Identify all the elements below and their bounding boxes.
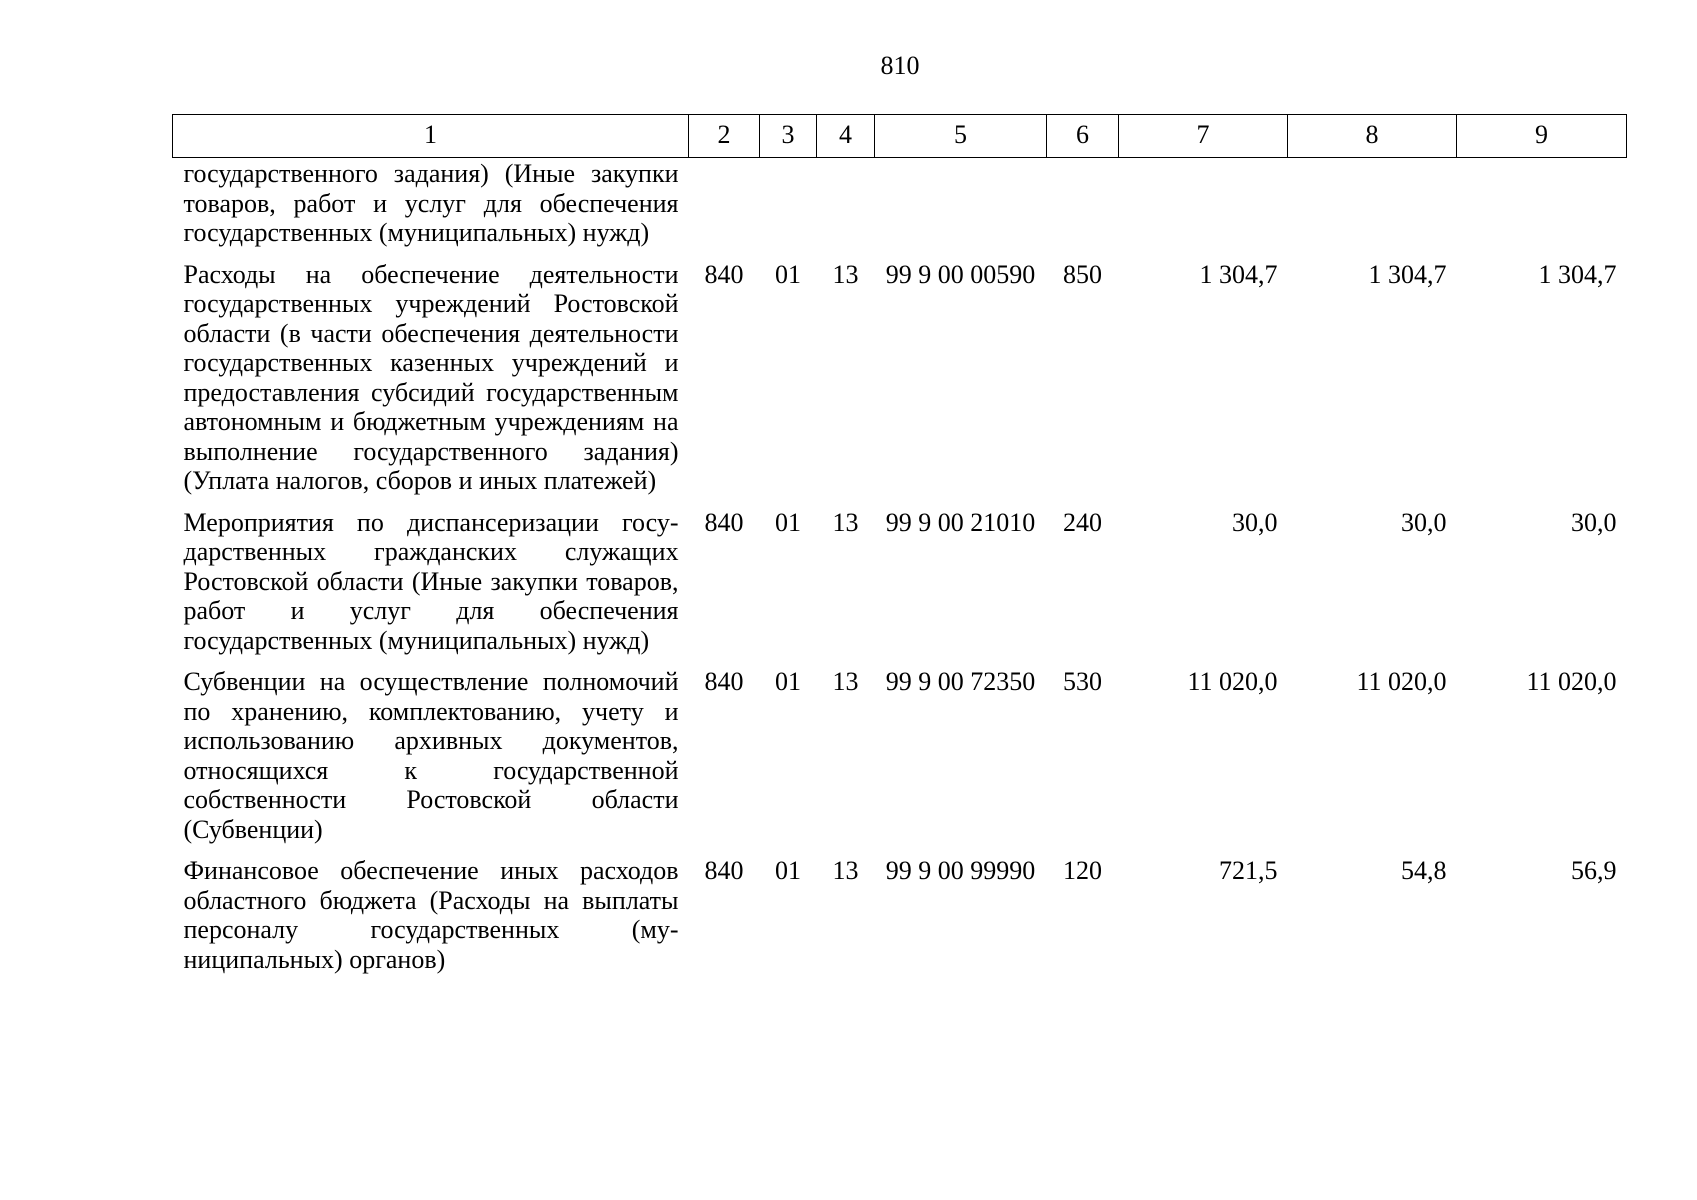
table-header bbox=[173, 115, 1627, 158]
column-header-6: 6 bbox=[1047, 115, 1119, 158]
header-row bbox=[173, 115, 1627, 158]
cell-col8: 1 304,7 bbox=[1368, 259, 1447, 289]
column-header-4: 4 bbox=[817, 115, 875, 158]
cell-col6 bbox=[1047, 158, 1119, 260]
cell-col3: 01 bbox=[775, 667, 801, 696]
cell-col5: 99 9 00 21010 bbox=[885, 507, 1036, 537]
cell-col6: 120 bbox=[1063, 856, 1102, 885]
cell-col4: 13 bbox=[832, 507, 859, 537]
cell-col9: 30,0 bbox=[1571, 507, 1617, 537]
table-row bbox=[173, 667, 1627, 856]
column-header-3: 3 bbox=[760, 115, 817, 158]
cell-col2: 840 bbox=[704, 507, 744, 537]
cell-col7: 721,5 bbox=[1219, 856, 1278, 885]
cell-col8: 54,8 bbox=[1401, 856, 1447, 885]
cell-col9 bbox=[1457, 158, 1627, 260]
cell-col3: 01 bbox=[775, 259, 801, 289]
cell-col8: 30,0 bbox=[1401, 507, 1447, 537]
table-row bbox=[173, 260, 1627, 508]
cell-col6: 240 bbox=[1063, 507, 1102, 537]
row-description: Финансовое обеспечение иных расходов областного бюджета (Расходы на выплаты персоналу государственных (муниципальных) органов) bbox=[183, 856, 679, 974]
cell-col9: 11 020,0 bbox=[1526, 667, 1617, 696]
cell-col3: 01 bbox=[775, 507, 801, 537]
table-row bbox=[173, 158, 1627, 260]
column-header-7: 7 bbox=[1119, 115, 1288, 158]
column-header-8: 8 bbox=[1288, 115, 1457, 158]
cell-col4: 13 bbox=[832, 667, 859, 696]
cell-col2: 840 bbox=[704, 856, 744, 885]
cell-col4: 13 bbox=[832, 856, 859, 885]
budget-table bbox=[172, 114, 1627, 986]
column-header-5: 5 bbox=[875, 115, 1047, 158]
table-row bbox=[173, 856, 1627, 986]
row-description: Субвенции на осуществление полномочий по хранению, комплектованию, учету и использованию архивных документов, относящихся к государственной собственности Ростовской области (Субвенции) bbox=[183, 667, 679, 844]
cell-col5: 99 9 00 00590 bbox=[885, 259, 1036, 289]
cell-col9: 1 304,7 bbox=[1538, 259, 1617, 289]
cell-col4 bbox=[817, 158, 875, 260]
cell-col2 bbox=[689, 158, 760, 260]
cell-col7 bbox=[1119, 158, 1288, 260]
column-header-1: 1 bbox=[173, 115, 689, 158]
row-description: Расходы на обеспечение деятельности государственных учреждений Ростовской области (в части обеспечения деятельности государственных казенных учреждений и предоставления субсидий государственным автономным и бюджетным учреждениям на выполнение государственного задания) (Уплата налогов, сборов и иных платежей) bbox=[183, 259, 679, 495]
cell-col2: 840 bbox=[704, 259, 744, 289]
table-row bbox=[173, 508, 1627, 668]
cell-col7: 1 304,7 bbox=[1199, 259, 1278, 289]
cell-col7: 11 020,0 bbox=[1187, 667, 1278, 696]
cell-col4: 13 bbox=[832, 259, 859, 289]
cell-col8 bbox=[1288, 158, 1457, 260]
cell-col5 bbox=[875, 158, 1047, 260]
cell-col6: 530 bbox=[1063, 667, 1102, 696]
page-number: 810 bbox=[880, 51, 920, 80]
cell-col3 bbox=[760, 158, 817, 260]
cell-col5: 99 9 00 72350 bbox=[885, 667, 1036, 696]
cell-col9: 56,9 bbox=[1571, 856, 1617, 885]
cell-col6: 850 bbox=[1063, 259, 1102, 289]
cell-col3: 01 bbox=[775, 856, 801, 885]
row-description: Мероприятия по диспансеризации государственных гражданских служащих Ростовской области (Иные закупки товаров, работ и услуг для обеспечения государственных (муниципальных) нужд) bbox=[183, 507, 679, 655]
column-header-2: 2 bbox=[689, 115, 760, 158]
column-header-9: 9 bbox=[1457, 115, 1627, 158]
cell-col7: 30,0 bbox=[1232, 507, 1278, 537]
table-body bbox=[173, 158, 1627, 987]
cell-col2: 840 bbox=[704, 667, 744, 696]
row-description: государственного задания) (Иные закупки товаров, работ и услуг для обеспечения государственных (муниципальных) нужд) bbox=[183, 159, 679, 247]
cell-col8: 11 020,0 bbox=[1356, 667, 1447, 696]
cell-col5: 99 9 00 99990 bbox=[885, 856, 1036, 885]
